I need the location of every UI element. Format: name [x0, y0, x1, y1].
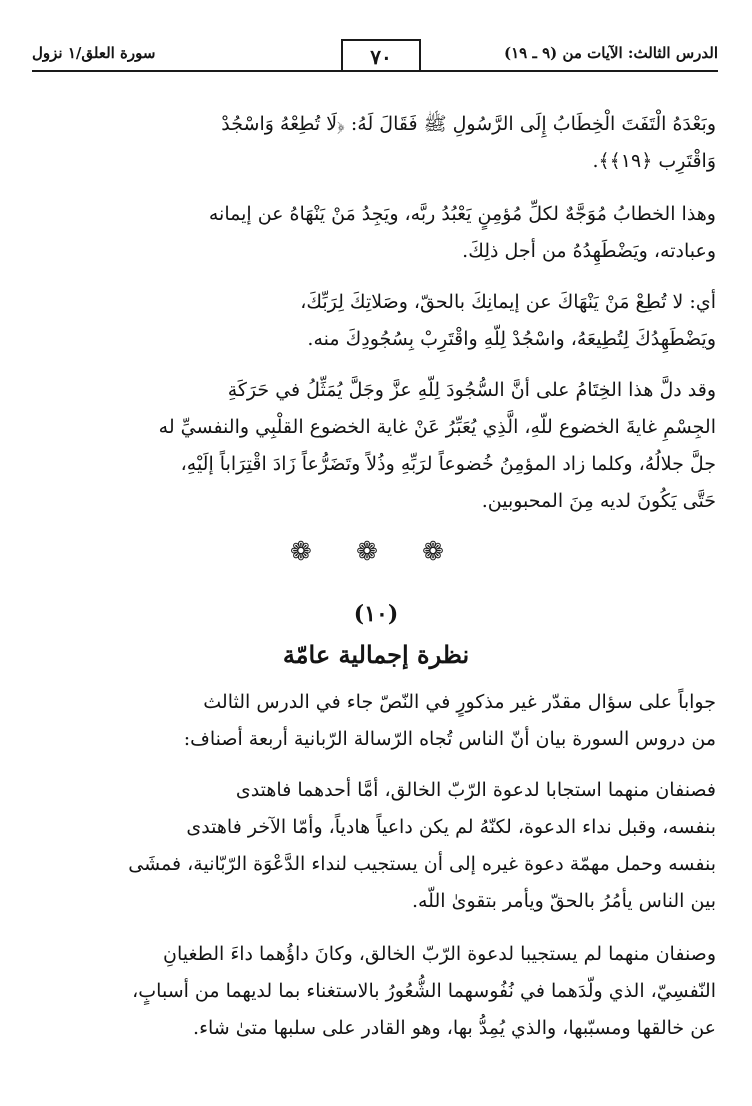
text-line: من دروس السورة بيان أنّ الناس تُجاه الرّسالة الرّبانية أربعة أصناف:: [183, 728, 716, 750]
header-rule: [32, 70, 718, 72]
flower-ornament-icon: ❁: [290, 537, 330, 567]
text-line: أي: لا تُطِعْ مَنْ يَنْهَاكَ عن إيمانِكَ بالحقّ، وصَلاتِكَ لِرَبِّكَ،: [300, 291, 716, 313]
text-line: وبَعْدَهُ الْتَفَتَ الْخِطَابُ إِلَى الرَّسُولِ ﷺ فَقَالَ لَهُ: ﴿لَا تُطِعْهُ وَاسْجُدْ: [221, 113, 716, 135]
section-title: نظرة إجمالية عامّة: [282, 640, 470, 669]
lesson-title: الدرس الثالث: الآيات من (٩ ـ ١٩): [503, 44, 718, 62]
paragraph-7: [40, 936, 716, 1047]
paragraph-4: [40, 372, 716, 520]
surah-title: سورة العلق/١ نزول: [32, 44, 156, 62]
text-line: بنفسه وحمل مهمّة دعوة غيره إلى أن يستجيب لنداء الدَّعْوَة الرّبّانية، فمشَى: [128, 853, 716, 875]
text-line: وهذا الخطابُ مُوَجَّهٌ لكلِّ مُؤمِنٍ يَعْبُدُ ربَّه، ويَجِدُ مَنْ يَنْهَاهُ عن إيمانه: [208, 203, 716, 225]
text-line: وعبادته، ويَضْطَهِدُهُ من أجل ذلِكَ.: [462, 240, 716, 262]
text-line: الجِسْمِ غايةَ الخضوع للّهِ، الَّذِي يُعَبِّرُ عَنْ غاية الخضوع القلْبِي والنفسيِّ له: [158, 416, 716, 438]
text-line: بين الناس يأمُرُ بالحقّ ويأمر بتقوىٰ اللّه.: [411, 890, 716, 912]
text-line: فصنفان منهما استجابا لدعوة الرّبّ الخالق، أمَّا أحدهما فاهتدى: [235, 779, 716, 801]
text-line: عن خالقها ومسبّبها، والذي يُمِدُّ بها، وهو القادر على سلبها متىٰ شاء.: [193, 1017, 716, 1039]
text-line: جلَّ جلالُهُ، وكلما زاد المؤمِنُ خُضوعاً لرَبِّهِ وذُلاً وتَضَرُّعاً زَادَ اقْتِرَاباً إلَيْهِ،: [180, 453, 716, 475]
text-line: بنفسه، وقبل نداء الدعوة، لكنّهُ لم يكن داعياً هادياً، وأمّا الآخر فاهتدى: [186, 816, 716, 838]
flower-ornament-icon: ❁: [356, 537, 396, 567]
page-header: [32, 36, 718, 76]
text-line: جواباً على سؤال مقدّر غير مذكورٍ في النّصّ جاء في الدرس الثالث: [203, 691, 716, 713]
page-number: ٧٠: [341, 39, 421, 71]
paragraph-6: [40, 772, 716, 920]
text-line: وصنفان منهما لم يستجيبا لدعوة الرّبّ الخالق، وكانَ داؤُهما داءَ الطغيانِ: [163, 943, 716, 965]
paragraph-3: [40, 284, 716, 358]
paragraph-1: [40, 106, 716, 180]
text-line: وقد دلَّ هذا الخِتَامُ على أنَّ السُّجُودَ لِلّهِ عزَّ وجَلَّ يُمَثِّلُ في حَرَكَةِ: [227, 379, 716, 401]
text-line: ويَضْطَهِدُكَ لِتُطِيعَهُ، واسْجُدْ لِلّهِ واقْتَرِبْ بِسُجُودِكَ منه.: [307, 328, 716, 350]
text-line: وَاقْتَرِب ﴿١٩﴾﴾.: [592, 150, 716, 172]
section-divider: [0, 537, 752, 567]
section-number: (١٠): [353, 601, 399, 627]
paragraph-2: [40, 196, 716, 270]
text-line: حَتَّى يَكُونَ لديه مِنَ المحبوبين.: [481, 490, 716, 512]
paragraph-5: [40, 684, 716, 758]
flower-ornament-icon: ❁: [422, 537, 462, 567]
text-line: النّفسِيّ، الذي ولّدَهما في نُفُوسهما الشُّعُورُ بالاستغناء بما لديهما من أسبابٍ،: [132, 980, 716, 1002]
